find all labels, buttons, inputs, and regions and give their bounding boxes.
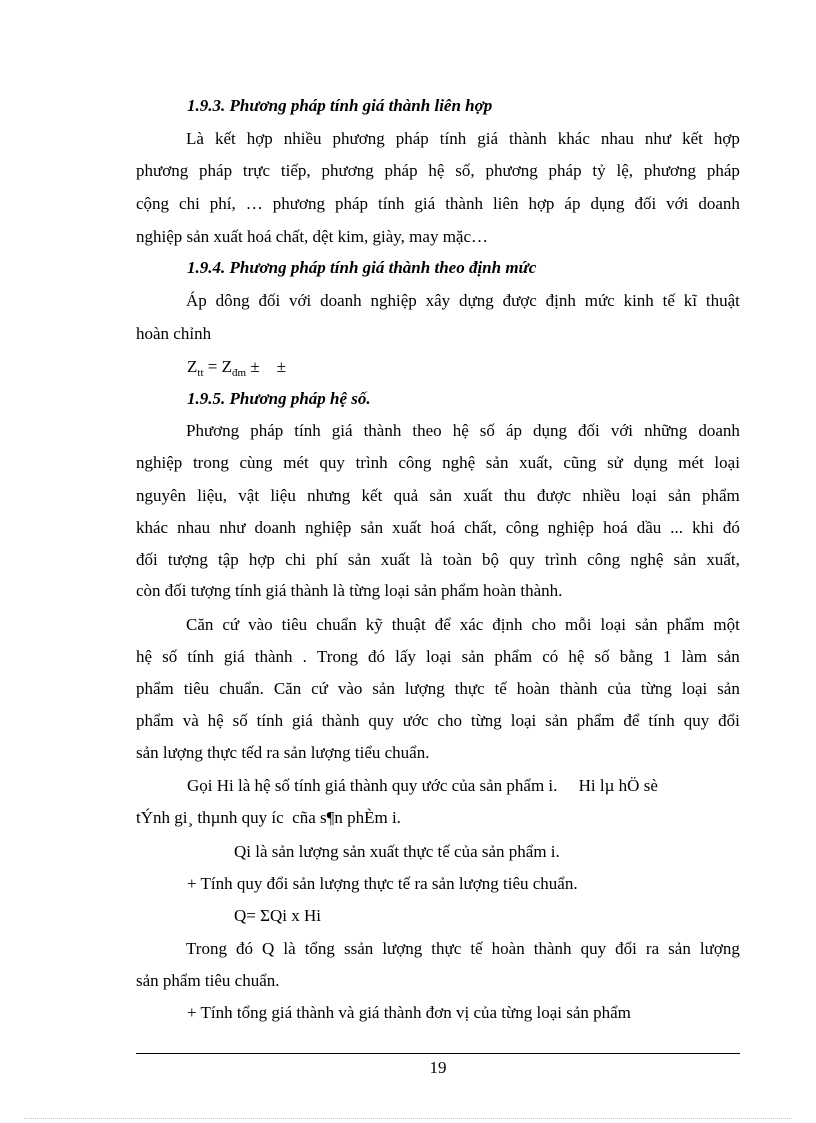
paragraph-line [136,161,740,181]
word: Phương [186,421,240,440]
word: mỗi [565,615,592,634]
word: pháp [395,129,429,148]
word: là [283,939,296,958]
word: pháp [250,421,284,440]
word: chuẩn [316,615,357,634]
word: giá [477,129,498,148]
word: đối [258,291,281,310]
word: vật [238,486,260,505]
word: lượng [382,939,423,958]
word: số, [455,161,475,180]
paragraph-line: + Tính quy đổi sản lượng thực tế ra sản lượng tiêu chuẩn. [187,874,578,893]
word: được [536,486,572,505]
word: Trong [317,647,358,666]
paragraph-line [136,421,740,441]
word: liệu [270,486,296,505]
paragraph-line [136,291,740,311]
word: quy [580,939,607,958]
word: đối [578,421,600,440]
word: và [182,711,199,730]
word: kĩ [683,291,698,310]
word: Áp [186,291,207,310]
formula-sub-tt: tt [197,367,204,379]
word: thành [533,939,572,958]
word: … [245,194,263,213]
word: nhiều [283,129,322,148]
formula-ztt [187,357,286,383]
paragraph-line [136,711,740,731]
word: dụng [590,194,625,213]
paragraph-line: sản phẩm tiêu chuẩn. [136,971,280,990]
word: nghệ [442,453,476,472]
word: tượng [167,550,208,569]
word: công [398,453,432,472]
word: pháp [548,161,582,180]
word: tính [377,194,405,213]
word: tiêu [281,615,308,634]
word: tỷ [592,161,606,180]
word: số [232,711,248,730]
word: với [666,194,689,213]
heading-1-9-5: 1.9.5. Phương pháp hệ số. [187,389,371,408]
word: kết [214,129,236,148]
word: phí, [209,194,236,213]
paragraph-line: nghiệp sản xuất hoá chất, dệt kim, giày, may mặc… [136,227,489,246]
word: nguyên [136,486,187,505]
word: định [492,615,523,634]
word: nhau [600,129,634,148]
formula-tail: ± ± [246,357,286,376]
word: dụng [633,453,668,472]
word: giá [223,647,245,666]
word: 1 [662,647,672,666]
word: loại [600,615,626,634]
word: xuất [380,550,411,569]
garbled-text-line: tÝnh gi¸ thµnh quy íc cña s¶n phÈm i. [136,808,401,827]
word: pháp [199,161,233,180]
formula-eq: = [203,357,222,376]
heading-1-9-3: 1.9.3. Phương pháp tính giá thành liên hợp [187,96,493,115]
word: quy [683,711,710,730]
word: bộ [482,550,500,569]
word: để [623,711,640,730]
formula-z: Z [187,357,198,376]
word: sản [347,550,371,569]
word: sản [634,615,658,634]
word: cứ [311,679,328,698]
word: sản [717,647,740,666]
word: . [302,647,307,666]
word: loại [714,453,740,472]
word: pháp [334,194,368,213]
word: giá [414,194,436,213]
word: tế [470,939,483,958]
word: trong [192,453,229,472]
paragraph-line [136,615,740,635]
word: sản [429,486,453,505]
word: phẩm [136,711,174,730]
word: một [713,615,740,634]
paragraph-line [136,453,740,473]
word: hoàn [516,679,550,698]
word: công [505,518,539,537]
word: nghệ [630,550,664,569]
word: phương [321,161,374,180]
word: tính [648,711,675,730]
word: ước [402,711,429,730]
word: đối [136,550,158,569]
word: Là [186,129,204,148]
word: tập [217,550,239,569]
word: xuất, [519,453,553,472]
word: quy [368,711,394,730]
word: thành [321,711,360,730]
word: cứ [222,615,240,634]
word: xác [459,615,484,634]
word: cộng [136,194,170,213]
formula-q: Q= ΣQi x Hi [234,906,322,925]
paragraph-line: còn đối tượng tính giá thành là từng loại sản phẩm hoàn thành. [136,581,563,600]
word: doanh [698,194,740,213]
word: nhưng [307,486,351,505]
word: chuẩn. [219,679,264,698]
word: sử [607,453,623,472]
word: cho [531,615,557,634]
heading-1-9-4: 1.9.4. Phương pháp tính giá thành theo định mức [187,258,537,277]
word: thành [254,647,293,666]
word: chất, [464,518,497,537]
word: số [162,647,178,666]
word: Căn [186,615,214,634]
word: dông [215,291,250,310]
word: quy [509,550,535,569]
word: tiếp, [280,161,311,180]
word: tính [439,129,467,148]
paragraph-line [136,939,740,959]
word: thành [559,679,598,698]
word: hợp [248,550,275,569]
word: số [594,647,610,666]
word: xây [425,291,451,310]
word: tế [662,291,675,310]
word: loại [631,486,657,505]
paragraph-line [136,129,740,149]
word: mét [678,453,704,472]
paragraph-line: Qi là sản lượng sản xuất thực tế của sản phẩm i. [234,842,560,861]
word: cùng [239,453,273,472]
paragraph-line: hoàn chỉnh [136,324,212,343]
word: hệ [452,421,469,440]
word: sản [668,486,691,505]
formula-z2: Z [221,357,232,376]
word: hệ [136,647,153,666]
word: hợp [246,129,273,148]
word: hệ [568,647,585,666]
word: khi [692,518,714,537]
word: loại [426,647,452,666]
paragraph-line [136,550,740,570]
word: đổi [615,939,637,958]
word: số [479,421,495,440]
word: được [502,291,537,310]
word: giá [291,711,313,730]
word: Căn [273,679,302,698]
paragraph-line [136,486,740,506]
word: dầu [636,518,662,537]
paragraph-line [136,518,740,538]
word: vào [248,615,273,634]
word: phương [332,129,385,148]
word: kết [682,129,703,148]
word: trình [544,550,577,569]
word: thành [445,194,483,213]
word: xuất [463,486,493,505]
word: phương [272,194,325,213]
word: ... [670,518,684,537]
word: ssản [343,939,374,958]
word: phương [643,161,697,180]
word: trình [355,453,388,472]
paragraph-line: Gọi Hi là hệ số tính giá thành quy ước của sản phẩm i. Hi lµ hÖ sè [187,776,658,795]
word: mức [584,291,615,310]
word: thuật [391,615,426,634]
formula-sub-dm: đm [232,367,247,379]
word: dụng [533,421,568,440]
word: áp [505,421,522,440]
word: loại [510,711,537,730]
word: sản [372,679,395,698]
page-number: 19 [429,1058,447,1077]
word: ra [645,939,660,958]
word: phẩm [576,711,615,730]
word: chi [285,550,306,569]
word: nghiệp [370,291,417,310]
word: sản [545,711,568,730]
word: theo [412,421,442,440]
word: là [420,550,433,569]
word: phẩm [666,615,705,634]
word: quy [319,453,345,472]
word: sản [668,939,691,958]
word: liệu, [197,486,228,505]
word: thành [363,421,402,440]
word: hệ [428,161,445,180]
word: hoàn [491,939,525,958]
word: tế [494,679,507,698]
word: doanh [320,291,362,310]
word: sản [360,518,384,537]
word: hợp [713,129,740,148]
word: tính [256,711,284,730]
word: sản [485,453,509,472]
word: đối [634,194,657,213]
word: xuất, [706,550,740,569]
word: mét [283,453,309,472]
word: để [434,615,451,634]
paragraph-line [136,679,740,699]
paragraph-line: + Tính tổng giá thành và giá thành đơn vị của từng loại sản phẩm [187,1003,631,1022]
paragraph-line [136,194,740,214]
word: của [607,679,631,698]
word: công [587,550,621,569]
word: tiêu [183,679,210,698]
word: cũng [563,453,597,472]
word: cho [437,711,462,730]
word: thực [431,939,462,958]
word: sản [673,550,697,569]
word: doanh [698,421,740,440]
word: chi [179,194,200,213]
word: dựng [459,291,494,310]
word: nghiệp [547,518,595,537]
word: lượng [404,679,445,698]
word: từng [470,711,502,730]
word: nhiều [582,486,621,505]
word: những [644,421,688,440]
paragraph-line [136,647,740,667]
word: trực [242,161,271,180]
word: nhau [177,518,211,537]
word: hoá [430,518,456,537]
word: thực [454,679,485,698]
word: phẩm [702,486,740,505]
word: lệ, [616,161,633,180]
word: kết [361,486,383,505]
word: từng [640,679,672,698]
word: liên [492,194,519,213]
word: như [219,518,246,537]
word: xuất [392,518,422,537]
word: pháp [384,161,418,180]
word: như [644,129,672,148]
word: thuật [705,291,740,310]
word: hoá [603,518,628,537]
word: loại [681,679,708,698]
word: pháp [706,161,740,180]
word: nghiệp [136,453,183,472]
word: sản [717,679,740,698]
word: áp [564,194,581,213]
word: hợp [528,194,555,213]
word: tính [187,647,214,666]
word: khác [136,518,169,537]
word: toàn [442,550,472,569]
word: sản [461,647,485,666]
word: đó [236,939,253,958]
word: lượng [699,939,740,958]
word: quả [393,486,419,505]
word: nghiệp [305,518,352,537]
word: vào [337,679,363,698]
paragraph-line: sản lượng thực tếd ra sản lượng tiểu chuẩn. [136,743,430,762]
word: lấy [395,647,416,666]
word: phí [316,550,338,569]
word: với [289,291,312,310]
word: định [545,291,576,310]
word: Q [262,939,275,958]
word: tổng [304,939,335,958]
word: đổi [718,711,740,730]
word: phẩm [136,679,174,698]
word: thu [503,486,526,505]
word: phương [136,161,189,180]
word: doanh [254,518,297,537]
word: bằng [619,647,653,666]
word: Trong [186,939,227,958]
word: có [542,647,559,666]
word: tính [294,421,321,440]
word: thành [509,129,547,148]
word: phương [485,161,538,180]
word: giá [331,421,353,440]
word: kỹ [365,615,383,634]
footer-rule [136,1053,740,1054]
word: phẩm [494,647,533,666]
word: khác [557,129,590,148]
word: làm [681,647,707,666]
word: với [610,421,634,440]
word: đó [722,518,740,537]
word: kinh [623,291,654,310]
word: hệ [207,711,224,730]
page-bottom-dotted-border [24,1118,792,1119]
word: đó [368,647,386,666]
